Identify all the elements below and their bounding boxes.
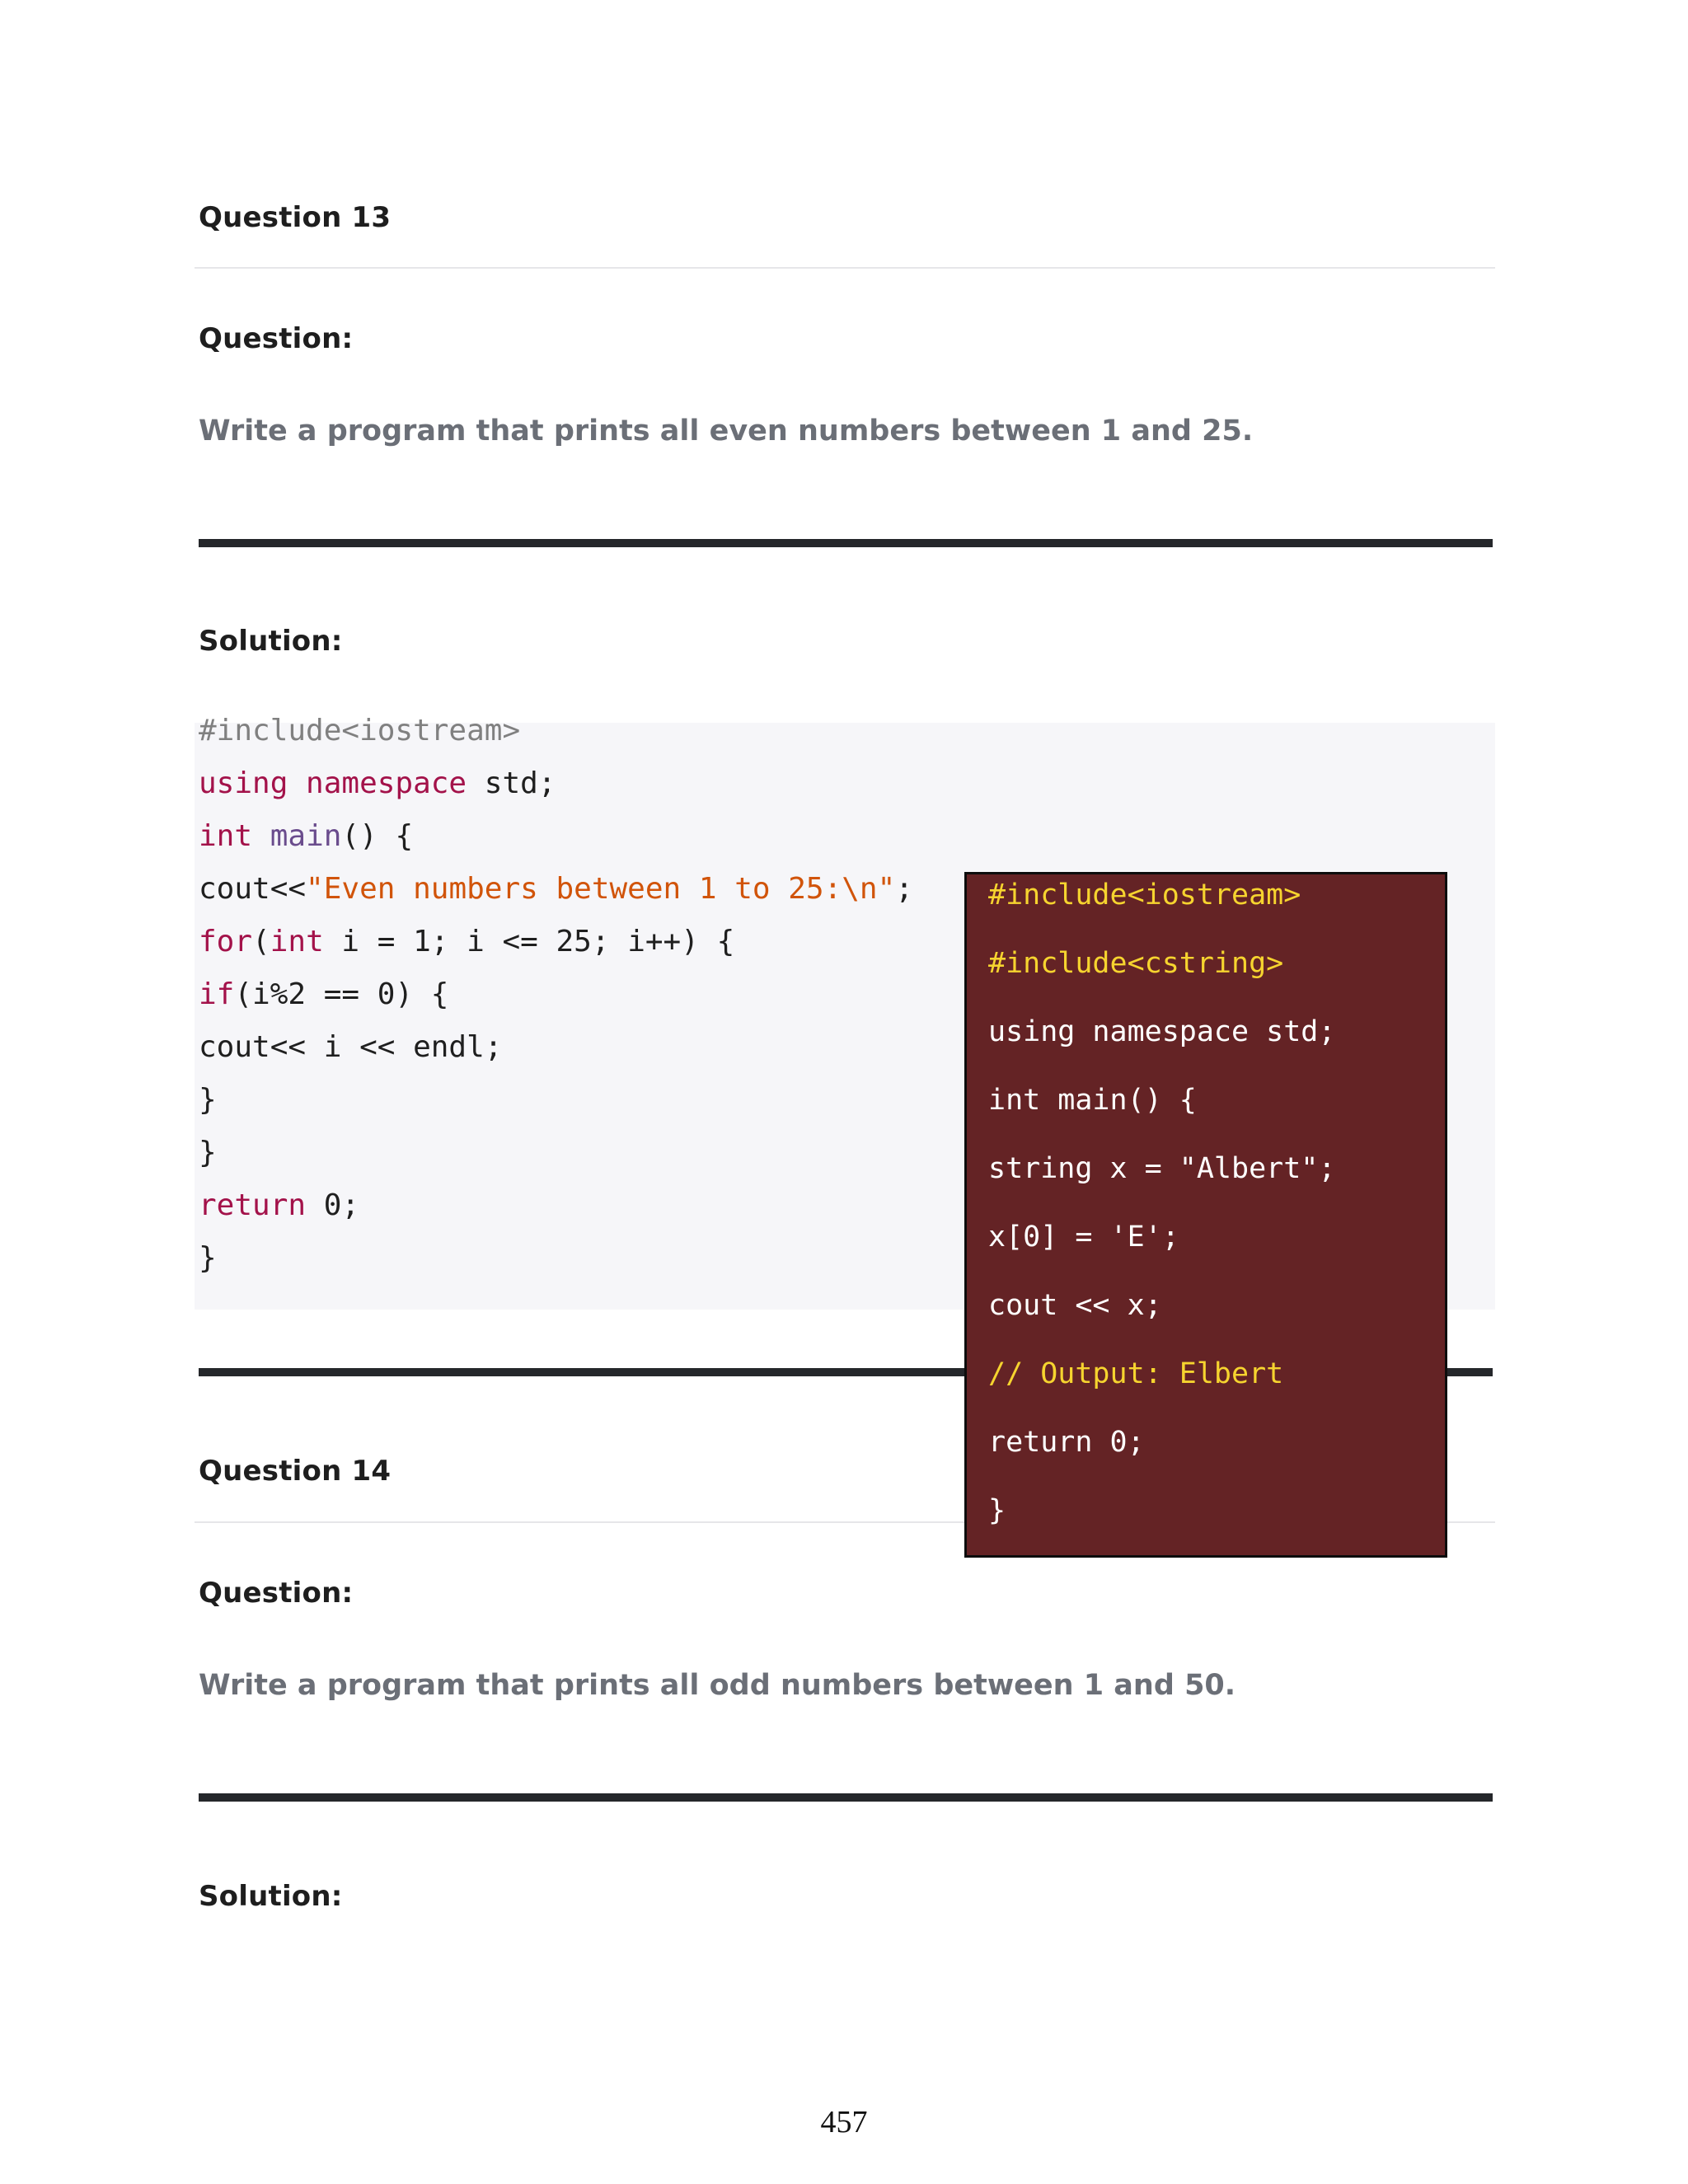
code-function: main <box>270 819 342 853</box>
popup-line-comment: // Output: Elbert <box>988 1357 1284 1390</box>
code-line-using <box>199 766 556 802</box>
heading-divider <box>195 267 1495 269</box>
popup-line-include-iostream: #include<iostream> <box>988 879 1301 912</box>
question-label: Question: <box>199 1577 354 1610</box>
popup-line-return: return 0; <box>988 1426 1145 1459</box>
code-keyword: for <box>199 925 253 958</box>
code-line-for <box>199 924 734 960</box>
code-line-brace: } <box>199 1136 217 1169</box>
code-keyword: return <box>199 1188 307 1222</box>
code-text: cout<< <box>199 872 307 906</box>
section-divider <box>199 1793 1493 1802</box>
code-keyword: int <box>199 819 253 853</box>
popup-line-using: using namespace std; <box>988 1015 1336 1048</box>
code-line-print: cout<< i << endl; <box>199 1030 503 1064</box>
code-keyword: using namespace <box>199 766 467 800</box>
page-number: 457 <box>820 2105 868 2139</box>
code-text: (i%2 == 0) { <box>234 977 449 1011</box>
code-line-brace: } <box>199 1241 217 1275</box>
code-line-cout <box>199 871 913 907</box>
solution-label: Solution: <box>199 1880 343 1913</box>
popup-line-cout: cout << x; <box>988 1289 1162 1322</box>
question-13-heading: Question 13 <box>199 201 392 234</box>
solution-label: Solution: <box>199 625 343 658</box>
popup-line-brace: } <box>988 1494 1006 1527</box>
code-keyword: if <box>199 977 235 1011</box>
code-text: ; <box>895 872 913 906</box>
popup-line-string: string x = "Albert"; <box>988 1152 1336 1185</box>
question-14-heading: Question 14 <box>199 1455 392 1488</box>
code-text: i = 1; i <= 25; i++) { <box>323 925 735 958</box>
code-string: "Even numbers between 1 to 25:\n" <box>306 872 896 906</box>
code-text: 0; <box>306 1188 360 1222</box>
code-text <box>252 819 270 853</box>
code-line-return <box>199 1188 359 1224</box>
code-line-if <box>199 977 448 1013</box>
code-keyword: int <box>270 925 324 958</box>
code-text: () { <box>341 819 414 853</box>
question-text: Write a program that prints all even numbers between 1 and 25. <box>199 415 1254 448</box>
popup-line-assign: x[0] = 'E'; <box>988 1221 1179 1254</box>
popup-line-main: int main() { <box>988 1084 1197 1117</box>
code-text: ( <box>252 925 270 958</box>
code-line-main <box>199 818 413 855</box>
code-text: std; <box>467 766 556 800</box>
question-label: Question: <box>199 322 354 355</box>
code-line-include: #include<iostream> <box>199 714 521 748</box>
code-line-brace: } <box>199 1083 217 1117</box>
popup-line-include-cstring: #include<cstring> <box>988 947 1284 980</box>
section-divider <box>199 539 1493 547</box>
question-text: Write a program that prints all odd numbers between 1 and 50. <box>199 1669 1236 1702</box>
